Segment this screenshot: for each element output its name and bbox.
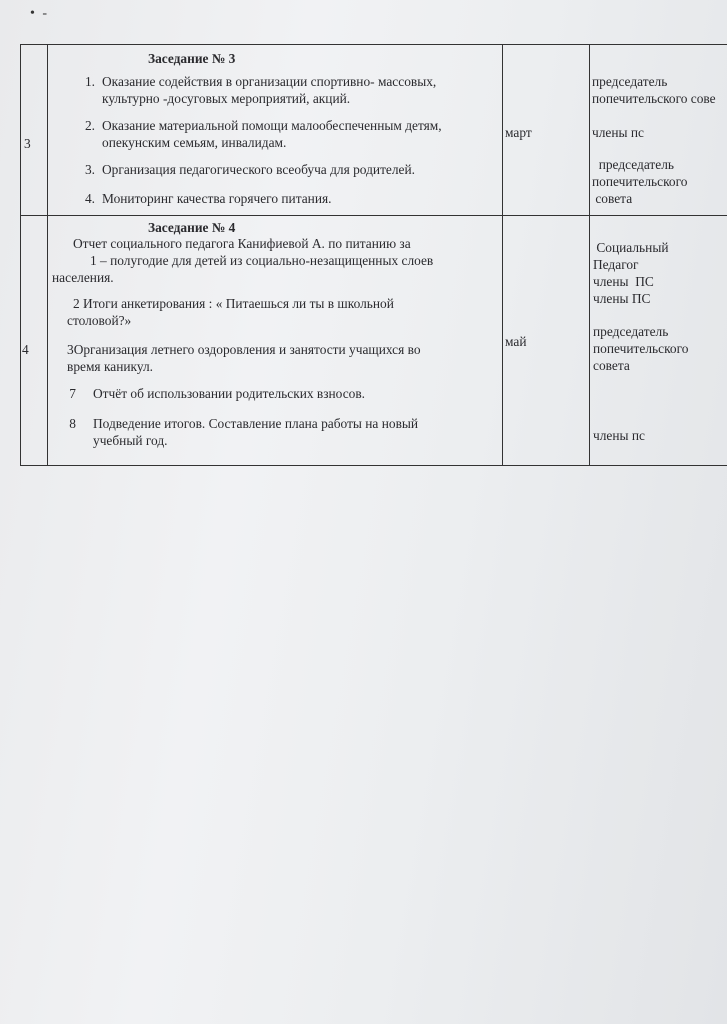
responsible-cell: члены пс: [592, 125, 644, 140]
responsible-cell: Социальный Педагог члены ПС члены ПС: [593, 240, 669, 306]
agenda-intro: Отчет социального педагога Канифиевой А. по питанию за 1 – полугодие для детей из социально-незащищенных слоев населения.: [52, 236, 434, 285]
month-cell-4: май: [505, 334, 527, 349]
month-cell-3: март: [505, 125, 532, 140]
top-mark: • -: [30, 6, 50, 21]
row-number-4: 4: [22, 342, 29, 357]
agenda-item: 4. Мониторинг качества горячего питания.: [84, 191, 332, 206]
plan-table: [20, 44, 727, 466]
responsible-cell: председатель попечительского совета: [592, 157, 688, 206]
meeting-heading-3: Заседание № 3: [148, 51, 236, 66]
meeting-heading-4: Заседание № 4: [148, 220, 236, 235]
responsible-cell: председатель попечительского совета: [593, 324, 689, 373]
agenda-item: 3. Организация педагогического всеобуча для родителей.: [84, 162, 416, 177]
agenda-item: 2. Оказание материальной помощи малообеспеченным детям, опекунским семьям, инвалидам.: [84, 118, 442, 150]
agenda-item: 7 Отчёт об использовании родительских взносов.: [69, 386, 366, 401]
responsible-cell: председатель попечительского сове: [592, 74, 716, 106]
row-number-3: 3: [24, 136, 31, 151]
agenda-item: 3Организация летнего оздоровления и занятости учащихся во время каникул.: [67, 342, 421, 374]
responsible-cell: члены пс: [593, 428, 645, 443]
agenda-item: 1. Оказание содействия в организации спортивно- массовых, культурно -досуговых мероприятий, акций.: [84, 74, 437, 106]
agenda-item: 8 Подведение итогов. Составление плана работы на новый учебный год.: [69, 416, 419, 448]
agenda-item: 2 Итоги анкетирования : « Питаешься ли ты в школьной столовой?»: [67, 296, 394, 328]
